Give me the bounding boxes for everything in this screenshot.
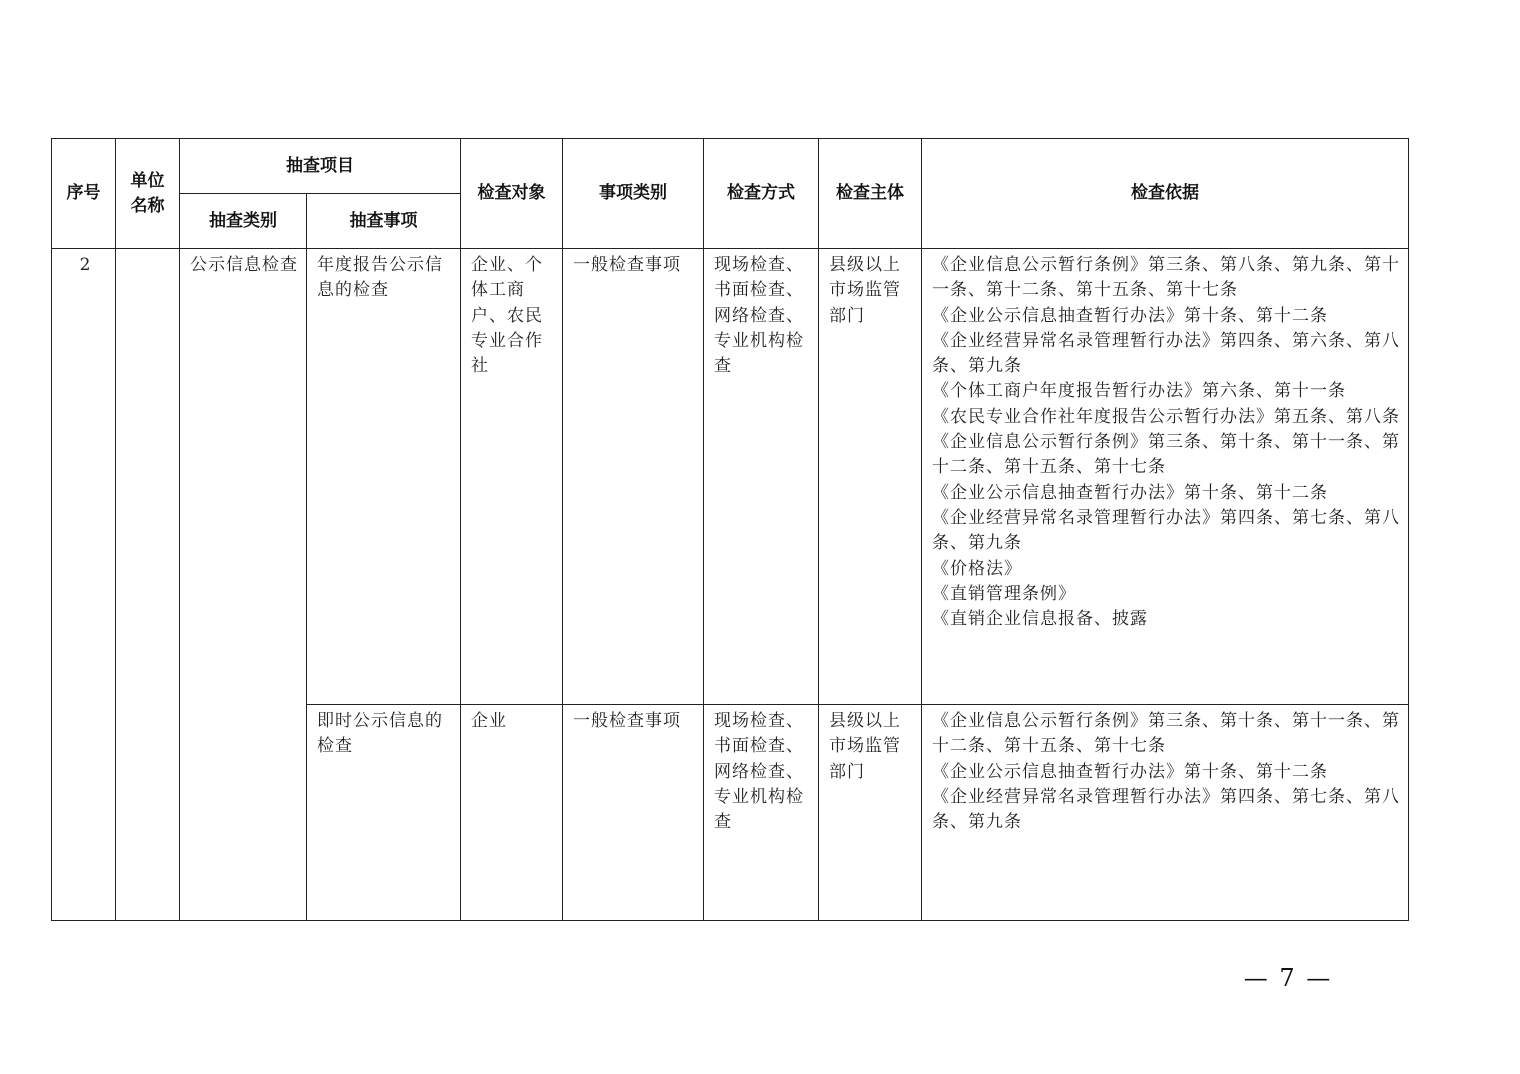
table-body	[52, 249, 1409, 921]
cell-subject: 县级以上市场监管部门	[819, 249, 922, 705]
cell-basis: 《企业信息公示暂行条例》第三条、第八条、第九条、第十一条、第十二条、第十五条、第十七条 《企业公示信息抽查暂行办法》第十条、第十二条 《企业经营异常名录管理暂行办法》第四条、第六条、第八条、第九条 《个体工商户年度报告暂行办法》第六条、第十一条 《农民专业合作社年度报告公示暂行办法》第五条、第八条 《企业信息公示暂行条例》第三条、第十条、第十一条、第十二条、第十五条、第十七条 《企业公示信息抽查暂行办法》第十条、第十二条 《企业经营异常名录管理暂行办法》第四条、第七条、第八条、第九条 《价格法》 《直销管理条例》 《直销企业信息报备、披露	[922, 249, 1409, 705]
table-header	[52, 139, 1409, 249]
cell-object: 企业、个体工商户、农民专业合作社	[461, 249, 563, 705]
header-seq: 序号	[52, 139, 116, 249]
cell-matter: 即时公示信息的检查	[307, 705, 461, 921]
cell-category: 公示信息检查	[180, 249, 307, 921]
cell-seq: 2	[52, 249, 116, 921]
header-inspect-object: 检查对象	[461, 139, 563, 249]
cell-method: 现场检查、书面检查、网络检查、专业机构检查	[704, 249, 819, 705]
cell-matter: 年度报告公示信息的检查	[307, 249, 461, 705]
table-row	[52, 249, 1409, 705]
cell-object: 企业	[461, 705, 563, 921]
header-inspect-basis: 检查依据	[922, 139, 1409, 249]
header-inspect-method: 检查方式	[704, 139, 819, 249]
cell-item-type: 一般检查事项	[563, 705, 704, 921]
cell-item-type: 一般检查事项	[563, 249, 704, 705]
header-inspect-subject: 检查主体	[819, 139, 922, 249]
header-unit-name: 单位 名称	[116, 139, 180, 249]
inspection-table	[51, 138, 1409, 921]
header-spot-check-category: 抽查类别	[180, 194, 307, 249]
cell-method: 现场检查、书面检查、网络检查、专业机构检查	[704, 705, 819, 921]
header-spot-check-matter: 抽查事项	[307, 194, 461, 249]
cell-basis: 《企业信息公示暂行条例》第三条、第十条、第十一条、第十二条、第十五条、第十七条 《企业公示信息抽查暂行办法》第十条、第十二条 《企业经营异常名录管理暂行办法》第四条、第七条、第八条、第九条	[922, 705, 1409, 921]
cell-subject: 县级以上市场监管部门	[819, 705, 922, 921]
page-number: — 7 —	[1243, 964, 1333, 992]
header-item-type: 事项类别	[563, 139, 704, 249]
cell-unit-name	[116, 249, 180, 921]
header-spot-check-item: 抽查项目	[180, 139, 461, 194]
